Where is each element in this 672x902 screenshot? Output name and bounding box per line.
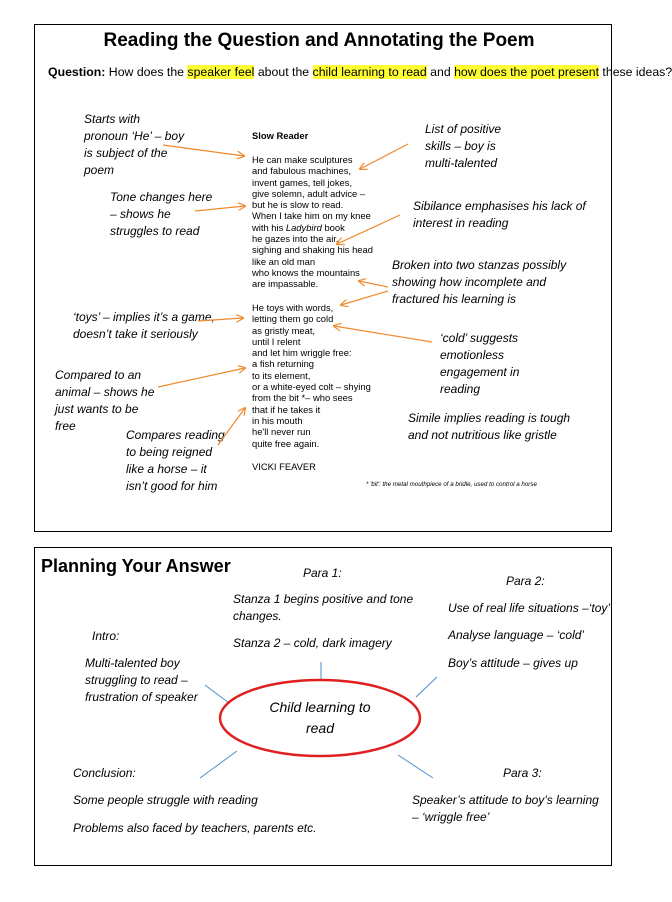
spoke-para3: [398, 755, 433, 778]
annotation-line: just wants to be: [55, 402, 139, 416]
intro-text: [85, 655, 198, 706]
para2-line3: Boy’s attitude – gives up: [448, 656, 578, 670]
annotation-line: struggles to read: [110, 224, 200, 238]
arrow-toys: [198, 318, 243, 321]
plan-line: Stanza 1 begins positive and tone: [233, 592, 414, 606]
poem-line: quite free again.: [252, 437, 320, 449]
question-part: and: [426, 65, 455, 79]
question-part: about the: [254, 65, 313, 79]
highlight-speaker-feel: speaker feel: [187, 65, 255, 79]
poem-line: he gazes into the air,: [252, 233, 339, 245]
annotation-line: Compares reading: [126, 428, 225, 442]
plan-line: – ‘wriggle free’: [412, 810, 490, 824]
annotation-line: interest in reading: [413, 216, 509, 230]
intro-label: Intro:: [92, 629, 120, 643]
annotation-line: poem: [84, 163, 115, 177]
center-topic: [220, 678, 420, 758]
annotation-line: fractured his learning is: [392, 292, 517, 306]
poem-line: but he is slow to read.: [252, 199, 344, 211]
annotation-line: skills – boy is: [425, 139, 496, 153]
arrow-horse: [218, 408, 245, 445]
poem-line: invent games, tell jokes,: [252, 176, 353, 188]
annotation-line: engagement in: [440, 365, 520, 379]
annotation-line: animal – shows he: [55, 385, 155, 399]
annotation-line: reading: [440, 382, 481, 396]
arrow-sibilance: [337, 215, 400, 244]
poem-title: Slow Reader: [252, 130, 309, 141]
conclusion-line2: Problems also faced by teachers, parents etc.: [73, 821, 317, 835]
para2-line1: Use of real life situations –‘toy’: [448, 601, 611, 615]
annotation-line: Tone changes here: [110, 190, 213, 204]
conclusion-line1: Some people struggle with reading: [73, 793, 258, 807]
poem-line: with his Ladybird book: [252, 221, 345, 233]
poem-line: letting them go cold: [252, 313, 334, 325]
plan-line: changes.: [233, 609, 282, 623]
poem-footnote: * 'bit': the metal mouthpiece of a bridle, used to control a horse: [366, 481, 537, 488]
annotation-line: showing how incomplete and: [392, 275, 547, 289]
center-line: Child learning to: [269, 699, 371, 715]
poem-line: He toys with words,: [252, 302, 334, 313]
annotation-line: doesn’t take it seriously: [73, 327, 198, 341]
center-line: read: [305, 720, 334, 736]
poem-line: When I take him on my knee: [252, 210, 371, 222]
poem-line: in his mouth: [252, 414, 303, 426]
poem-line: until I relent: [252, 335, 301, 347]
poem-line: and let him wriggle free:: [252, 347, 352, 359]
para2-line2: Analyse language – ‘cold’: [448, 628, 585, 642]
para3-text: [412, 792, 599, 826]
annotation-line: multi-talented: [425, 156, 498, 170]
arrow-animal: [158, 368, 245, 387]
poem-line: from the bit *– who sees: [252, 392, 353, 404]
conclusion-label: Conclusion:: [73, 766, 136, 780]
annotation-line: free: [55, 419, 76, 433]
poem-line: who knows the mountains: [252, 266, 360, 278]
arrow-positive-skills: [360, 144, 408, 169]
annotation-line: Simile implies reading is tough: [408, 411, 571, 425]
arrow-stanzas-2: [341, 291, 388, 305]
arrow-stanzas-1: [359, 281, 388, 287]
poem-line: that if he takes it: [252, 403, 321, 415]
plan-line: Multi-talented boy: [85, 656, 180, 670]
annotation-line: like a horse – it: [126, 462, 207, 476]
plan-line: frustration of speaker: [85, 690, 198, 704]
poem-line: and fabulous machines,: [252, 165, 352, 177]
annotation-line: emotionless: [440, 348, 505, 362]
arrow-tone-changes: [195, 206, 245, 211]
para1-line3: Stanza 2 – cold, dark imagery: [233, 636, 392, 650]
page-title: Reading the Question and Annotating the Poem: [103, 30, 535, 51]
para1-label: Para 1:: [303, 566, 342, 580]
poem-line: or a white-eyed colt – shying: [252, 381, 371, 393]
annotation-line: Starts with: [84, 112, 141, 126]
para1-text: [233, 591, 413, 625]
arrow-cold: [334, 326, 432, 342]
annotation-line: Broken into two stanzas possibly: [392, 258, 567, 272]
poem-line: like an old man: [252, 255, 316, 267]
annotation-line: Sibilance emphasises his lack of: [413, 199, 586, 213]
plan-line: Speaker’s attitude to boy’s learning: [412, 793, 599, 807]
arrow-starts-with: [163, 145, 244, 156]
poem-line: to its element,: [252, 369, 311, 381]
annotation-line: pronoun ‘He’ – boy: [84, 129, 185, 143]
annotation-line: ‘cold’ suggests: [440, 331, 519, 345]
poem-line: He can make sculptures: [252, 154, 353, 165]
annotation-line: Compared to an: [55, 368, 142, 382]
poem-line: a fish returning: [252, 358, 315, 370]
poem-author: VICKI FEAVER: [252, 461, 316, 472]
annotation-line: – shows he: [110, 207, 171, 221]
poem-line: are impassable.: [252, 278, 319, 290]
poem-line: sighing and shaking his head: [252, 244, 373, 256]
question-label: Question:: [48, 65, 106, 79]
annotation-line: to being reigned: [126, 445, 213, 459]
annotation-line: List of positive: [425, 122, 502, 136]
para2-label: Para 2:: [506, 574, 545, 588]
annotation-line: and not nutritious like gristle: [408, 428, 557, 442]
poem-line: give solemn, adult advice –: [252, 187, 366, 199]
annotation-line: isn’t good for him: [126, 479, 218, 493]
annotation-line: ‘toys’ – implies it’s a game,: [73, 310, 215, 324]
highlight-poet-present: how does the poet present: [454, 65, 600, 79]
poem-line: as gristly meat,: [252, 324, 316, 336]
annotation-line: is subject of the: [84, 146, 168, 160]
para3-label: Para 3:: [503, 766, 542, 780]
highlight-child-learning: child learning to read: [312, 65, 427, 79]
poem-line: he'll never run: [252, 426, 311, 438]
question-part: How does the: [105, 65, 188, 79]
planning-title: Planning Your Answer: [41, 556, 231, 576]
plan-line: struggling to read –: [85, 673, 188, 687]
question-part: these ideas?: [599, 65, 672, 79]
